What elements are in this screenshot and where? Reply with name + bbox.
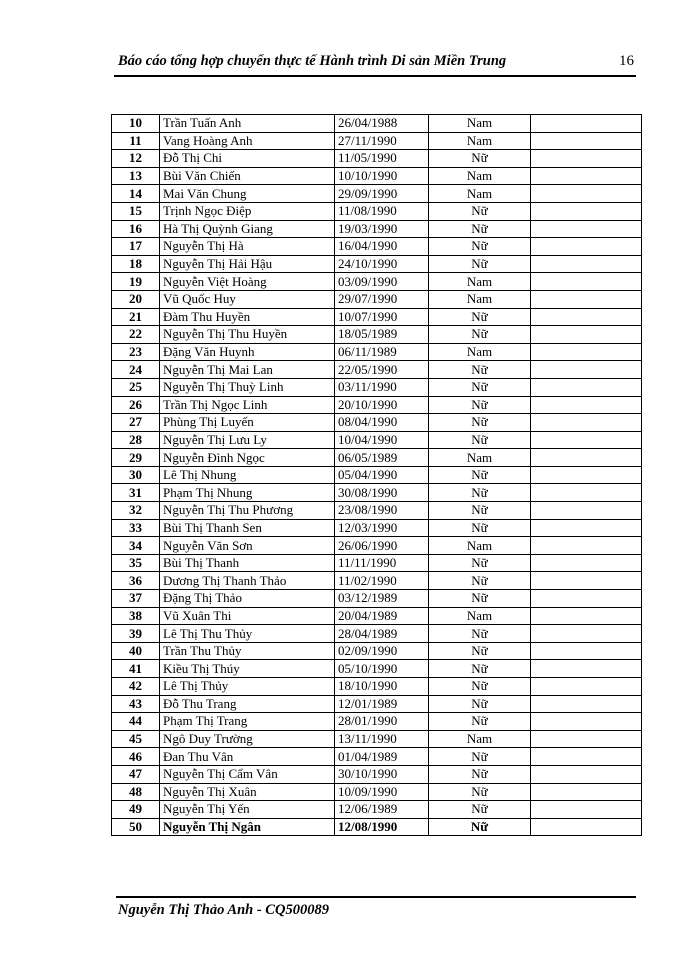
- row-birth-date: 13/11/1990: [335, 730, 429, 748]
- row-birth-date: 05/04/1990: [335, 466, 429, 484]
- row-name: Đỗ Thị Chi: [160, 150, 335, 168]
- table-row: [112, 572, 642, 590]
- row-birth-date: 29/07/1990: [335, 290, 429, 308]
- row-gender: Nữ: [429, 466, 531, 484]
- row-empty-cell: [531, 308, 642, 326]
- row-number: 14: [112, 185, 160, 203]
- row-birth-date: 10/10/1990: [335, 167, 429, 185]
- row-birth-date: 26/06/1990: [335, 537, 429, 555]
- row-number: 10: [112, 115, 160, 133]
- row-gender: Nữ: [429, 660, 531, 678]
- table-row: [112, 202, 642, 220]
- row-birth-date: 11/08/1990: [335, 202, 429, 220]
- row-empty-cell: [531, 414, 642, 432]
- table-row: [112, 343, 642, 361]
- row-name: Phạm Thị Nhung: [160, 484, 335, 502]
- row-empty-cell: [531, 572, 642, 590]
- row-empty-cell: [531, 202, 642, 220]
- row-gender: Nữ: [429, 220, 531, 238]
- row-empty-cell: [531, 590, 642, 608]
- table-row: [112, 308, 642, 326]
- table-row: [112, 554, 642, 572]
- row-empty-cell: [531, 361, 642, 379]
- row-empty-cell: [531, 801, 642, 819]
- row-gender: Nữ: [429, 519, 531, 537]
- table-row: [112, 607, 642, 625]
- row-birth-date: 29/09/1990: [335, 185, 429, 203]
- table-row: [112, 502, 642, 520]
- row-name: Nguyễn Đình Ngọc: [160, 449, 335, 467]
- row-gender: Nữ: [429, 590, 531, 608]
- row-empty-cell: [531, 326, 642, 344]
- table-row: [112, 678, 642, 696]
- row-number: 48: [112, 783, 160, 801]
- row-gender: Nữ: [429, 308, 531, 326]
- row-birth-date: 10/04/1990: [335, 431, 429, 449]
- row-empty-cell: [531, 220, 642, 238]
- row-birth-date: 26/04/1988: [335, 115, 429, 133]
- row-gender: Nữ: [429, 554, 531, 572]
- row-empty-cell: [531, 115, 642, 133]
- row-empty-cell: [531, 519, 642, 537]
- row-number: 20: [112, 290, 160, 308]
- row-number: 23: [112, 343, 160, 361]
- row-name: Nguyễn Việt Hoàng: [160, 273, 335, 291]
- table-row: [112, 519, 642, 537]
- row-number: 30: [112, 466, 160, 484]
- row-number: 38: [112, 607, 160, 625]
- row-number: 16: [112, 220, 160, 238]
- footer-author: Nguyễn Thị Thảo Anh - CQ500089: [118, 902, 329, 918]
- row-birth-date: 11/05/1990: [335, 150, 429, 168]
- row-gender: Nữ: [429, 378, 531, 396]
- row-name: Lê Thị Thủy: [160, 678, 335, 696]
- row-name: Nguyễn Thị Thu Huyền: [160, 326, 335, 344]
- row-name: Trịnh Ngọc Điệp: [160, 202, 335, 220]
- table-row: [112, 255, 642, 273]
- row-name: Vũ Quốc Huy: [160, 290, 335, 308]
- row-number: 47: [112, 765, 160, 783]
- table-row: [112, 431, 642, 449]
- row-birth-date: 19/03/1990: [335, 220, 429, 238]
- row-birth-date: 01/04/1989: [335, 748, 429, 766]
- row-number: 15: [112, 202, 160, 220]
- row-empty-cell: [531, 713, 642, 731]
- row-birth-date: 30/08/1990: [335, 484, 429, 502]
- row-name: Mai Văn Chung: [160, 185, 335, 203]
- row-empty-cell: [531, 554, 642, 572]
- row-number: 19: [112, 273, 160, 291]
- row-name: Nguyễn Thị Hà: [160, 238, 335, 256]
- row-gender: Nam: [429, 115, 531, 133]
- row-name: Bùi Thị Thanh: [160, 554, 335, 572]
- row-gender: Nữ: [429, 326, 531, 344]
- row-number: 18: [112, 255, 160, 273]
- table-row: [112, 167, 642, 185]
- row-birth-date: 03/11/1990: [335, 378, 429, 396]
- row-name: Trần Tuấn Anh: [160, 115, 335, 133]
- row-number: 29: [112, 449, 160, 467]
- row-empty-cell: [531, 783, 642, 801]
- row-gender: Nữ: [429, 801, 531, 819]
- table-row: [112, 378, 642, 396]
- row-gender: Nữ: [429, 255, 531, 273]
- row-empty-cell: [531, 466, 642, 484]
- row-gender: Nữ: [429, 502, 531, 520]
- row-empty-cell: [531, 273, 642, 291]
- row-name: Đàm Thu Huyền: [160, 308, 335, 326]
- row-gender: Nam: [429, 607, 531, 625]
- table-row: [112, 748, 642, 766]
- row-name: Đặng Thị Thảo: [160, 590, 335, 608]
- table-row: [112, 466, 642, 484]
- participant-table-body: [112, 115, 642, 836]
- row-number: 37: [112, 590, 160, 608]
- row-name: Bùi Thị Thanh Sen: [160, 519, 335, 537]
- header-title: Báo cáo tổng hợp chuyến thực tế Hành trình Di sản Miền Trung: [118, 53, 507, 69]
- table-row: [112, 713, 642, 731]
- row-birth-date: 18/10/1990: [335, 678, 429, 696]
- table-row: [112, 625, 642, 643]
- row-name: Lê Thị Nhung: [160, 466, 335, 484]
- row-birth-date: 20/04/1989: [335, 607, 429, 625]
- row-empty-cell: [531, 765, 642, 783]
- row-name: Nguyễn Thị Thuỳ Linh: [160, 378, 335, 396]
- row-number: 11: [112, 132, 160, 150]
- row-empty-cell: [531, 150, 642, 168]
- row-gender: Nam: [429, 185, 531, 203]
- row-number: 46: [112, 748, 160, 766]
- row-number: 28: [112, 431, 160, 449]
- row-gender: Nam: [429, 537, 531, 555]
- row-empty-cell: [531, 730, 642, 748]
- row-empty-cell: [531, 238, 642, 256]
- row-empty-cell: [531, 607, 642, 625]
- row-birth-date: 27/11/1990: [335, 132, 429, 150]
- page-header: [114, 53, 636, 77]
- row-number: 17: [112, 238, 160, 256]
- row-empty-cell: [531, 642, 642, 660]
- row-name: Nguyễn Thị Thu Phương: [160, 502, 335, 520]
- row-number: 22: [112, 326, 160, 344]
- row-birth-date: 12/03/1990: [335, 519, 429, 537]
- row-number: 26: [112, 396, 160, 414]
- row-gender: Nữ: [429, 783, 531, 801]
- table-row: [112, 695, 642, 713]
- row-gender: Nam: [429, 449, 531, 467]
- table-row: [112, 484, 642, 502]
- row-gender: Nữ: [429, 713, 531, 731]
- table-row: [112, 150, 642, 168]
- row-name: Hà Thị Quỳnh Giang: [160, 220, 335, 238]
- row-birth-date: 11/02/1990: [335, 572, 429, 590]
- table-row: [112, 273, 642, 291]
- row-gender: Nữ: [429, 484, 531, 502]
- row-birth-date: 05/10/1990: [335, 660, 429, 678]
- row-birth-date: 12/08/1990: [335, 818, 429, 836]
- row-name: Nguyễn Thị Xuân: [160, 783, 335, 801]
- row-number: 44: [112, 713, 160, 731]
- row-name: Đan Thu Vân: [160, 748, 335, 766]
- row-gender: Nữ: [429, 765, 531, 783]
- row-birth-date: 10/09/1990: [335, 783, 429, 801]
- table-row: [112, 238, 642, 256]
- row-gender: Nữ: [429, 625, 531, 643]
- row-empty-cell: [531, 378, 642, 396]
- row-name: Phạm Thị Trang: [160, 713, 335, 731]
- table-row: [112, 115, 642, 133]
- row-empty-cell: [531, 678, 642, 696]
- row-name: Vang Hoàng Anh: [160, 132, 335, 150]
- row-gender: Nam: [429, 132, 531, 150]
- row-birth-date: 10/07/1990: [335, 308, 429, 326]
- row-gender: Nữ: [429, 572, 531, 590]
- page-number: 16: [619, 53, 634, 69]
- row-gender: Nữ: [429, 678, 531, 696]
- row-name: Lê Thị Thu Thủy: [160, 625, 335, 643]
- row-name: Trần Thị Ngọc Linh: [160, 396, 335, 414]
- row-gender: Nữ: [429, 818, 531, 836]
- row-birth-date: 03/09/1990: [335, 273, 429, 291]
- table-row: [112, 185, 642, 203]
- row-name: Nguyễn Thị Hải Hậu: [160, 255, 335, 273]
- participant-table: [111, 114, 642, 836]
- row-name: Kiều Thị Thúy: [160, 660, 335, 678]
- row-birth-date: 30/10/1990: [335, 765, 429, 783]
- row-empty-cell: [531, 343, 642, 361]
- row-name: Nguyễn Văn Sơn: [160, 537, 335, 555]
- table-row: [112, 326, 642, 344]
- row-gender: Nam: [429, 343, 531, 361]
- table-row: [112, 414, 642, 432]
- row-number: 35: [112, 554, 160, 572]
- table-row: [112, 220, 642, 238]
- row-birth-date: 12/06/1989: [335, 801, 429, 819]
- row-number: 27: [112, 414, 160, 432]
- row-number: 34: [112, 537, 160, 555]
- row-birth-date: 12/01/1989: [335, 695, 429, 713]
- row-empty-cell: [531, 660, 642, 678]
- table-row: [112, 642, 642, 660]
- row-birth-date: 23/08/1990: [335, 502, 429, 520]
- row-birth-date: 20/10/1990: [335, 396, 429, 414]
- row-birth-date: 11/11/1990: [335, 554, 429, 572]
- row-empty-cell: [531, 625, 642, 643]
- row-name: Nguyễn Thị Ngân: [160, 818, 335, 836]
- table-row: [112, 132, 642, 150]
- row-birth-date: 22/05/1990: [335, 361, 429, 379]
- table-row: [112, 361, 642, 379]
- row-number: 21: [112, 308, 160, 326]
- row-gender: Nữ: [429, 695, 531, 713]
- row-gender: Nữ: [429, 238, 531, 256]
- row-empty-cell: [531, 695, 642, 713]
- row-number: 40: [112, 642, 160, 660]
- row-name: Nguyễn Thị Cẩm Vân: [160, 765, 335, 783]
- row-empty-cell: [531, 748, 642, 766]
- table-row: [112, 783, 642, 801]
- table-row: [112, 818, 642, 836]
- table-row: [112, 660, 642, 678]
- row-gender: Nam: [429, 273, 531, 291]
- row-empty-cell: [531, 396, 642, 414]
- row-gender: Nam: [429, 730, 531, 748]
- row-name: Trần Thu Thủy: [160, 642, 335, 660]
- table-row: [112, 765, 642, 783]
- row-number: 42: [112, 678, 160, 696]
- row-number: 13: [112, 167, 160, 185]
- row-empty-cell: [531, 484, 642, 502]
- table-row: [112, 801, 642, 819]
- row-birth-date: 02/09/1990: [335, 642, 429, 660]
- row-empty-cell: [531, 255, 642, 273]
- row-gender: Nữ: [429, 396, 531, 414]
- row-number: 25: [112, 378, 160, 396]
- row-empty-cell: [531, 290, 642, 308]
- footer-rule: [116, 896, 636, 898]
- row-empty-cell: [531, 132, 642, 150]
- row-number: 12: [112, 150, 160, 168]
- row-birth-date: 28/01/1990: [335, 713, 429, 731]
- row-name: Nguyễn Thị Mai Lan: [160, 361, 335, 379]
- row-birth-date: 03/12/1989: [335, 590, 429, 608]
- row-number: 50: [112, 818, 160, 836]
- row-gender: Nữ: [429, 414, 531, 432]
- row-gender: Nữ: [429, 150, 531, 168]
- row-number: 24: [112, 361, 160, 379]
- row-birth-date: 08/04/1990: [335, 414, 429, 432]
- row-name: Đặng Văn Huynh: [160, 343, 335, 361]
- table-row: [112, 730, 642, 748]
- row-empty-cell: [531, 449, 642, 467]
- row-empty-cell: [531, 185, 642, 203]
- row-gender: Nữ: [429, 642, 531, 660]
- table-row: [112, 290, 642, 308]
- row-name: Nguyễn Thị Yến: [160, 801, 335, 819]
- row-name: Phùng Thị Luyến: [160, 414, 335, 432]
- row-number: 36: [112, 572, 160, 590]
- row-empty-cell: [531, 502, 642, 520]
- row-number: 41: [112, 660, 160, 678]
- row-birth-date: 24/10/1990: [335, 255, 429, 273]
- row-gender: Nữ: [429, 361, 531, 379]
- row-birth-date: 06/05/1989: [335, 449, 429, 467]
- row-birth-date: 16/04/1990: [335, 238, 429, 256]
- row-gender: Nam: [429, 167, 531, 185]
- table-row: [112, 590, 642, 608]
- row-empty-cell: [531, 537, 642, 555]
- row-number: 49: [112, 801, 160, 819]
- row-name: Nguyễn Thị Lưu Ly: [160, 431, 335, 449]
- row-empty-cell: [531, 167, 642, 185]
- row-birth-date: 18/05/1989: [335, 326, 429, 344]
- row-number: 32: [112, 502, 160, 520]
- row-gender: Nam: [429, 290, 531, 308]
- row-gender: Nữ: [429, 202, 531, 220]
- table-row: [112, 396, 642, 414]
- row-birth-date: 28/04/1989: [335, 625, 429, 643]
- row-number: 33: [112, 519, 160, 537]
- row-empty-cell: [531, 818, 642, 836]
- row-number: 39: [112, 625, 160, 643]
- row-name: Đỗ Thu Trang: [160, 695, 335, 713]
- table-row: [112, 537, 642, 555]
- row-number: 31: [112, 484, 160, 502]
- row-gender: Nữ: [429, 748, 531, 766]
- row-empty-cell: [531, 431, 642, 449]
- row-gender: Nữ: [429, 431, 531, 449]
- table-row: [112, 449, 642, 467]
- row-number: 43: [112, 695, 160, 713]
- row-name: Bùi Văn Chiến: [160, 167, 335, 185]
- row-birth-date: 06/11/1989: [335, 343, 429, 361]
- row-number: 45: [112, 730, 160, 748]
- row-name: Vũ Xuân Thi: [160, 607, 335, 625]
- row-name: Ngô Duy Trường: [160, 730, 335, 748]
- row-name: Dương Thị Thanh Thảo: [160, 572, 335, 590]
